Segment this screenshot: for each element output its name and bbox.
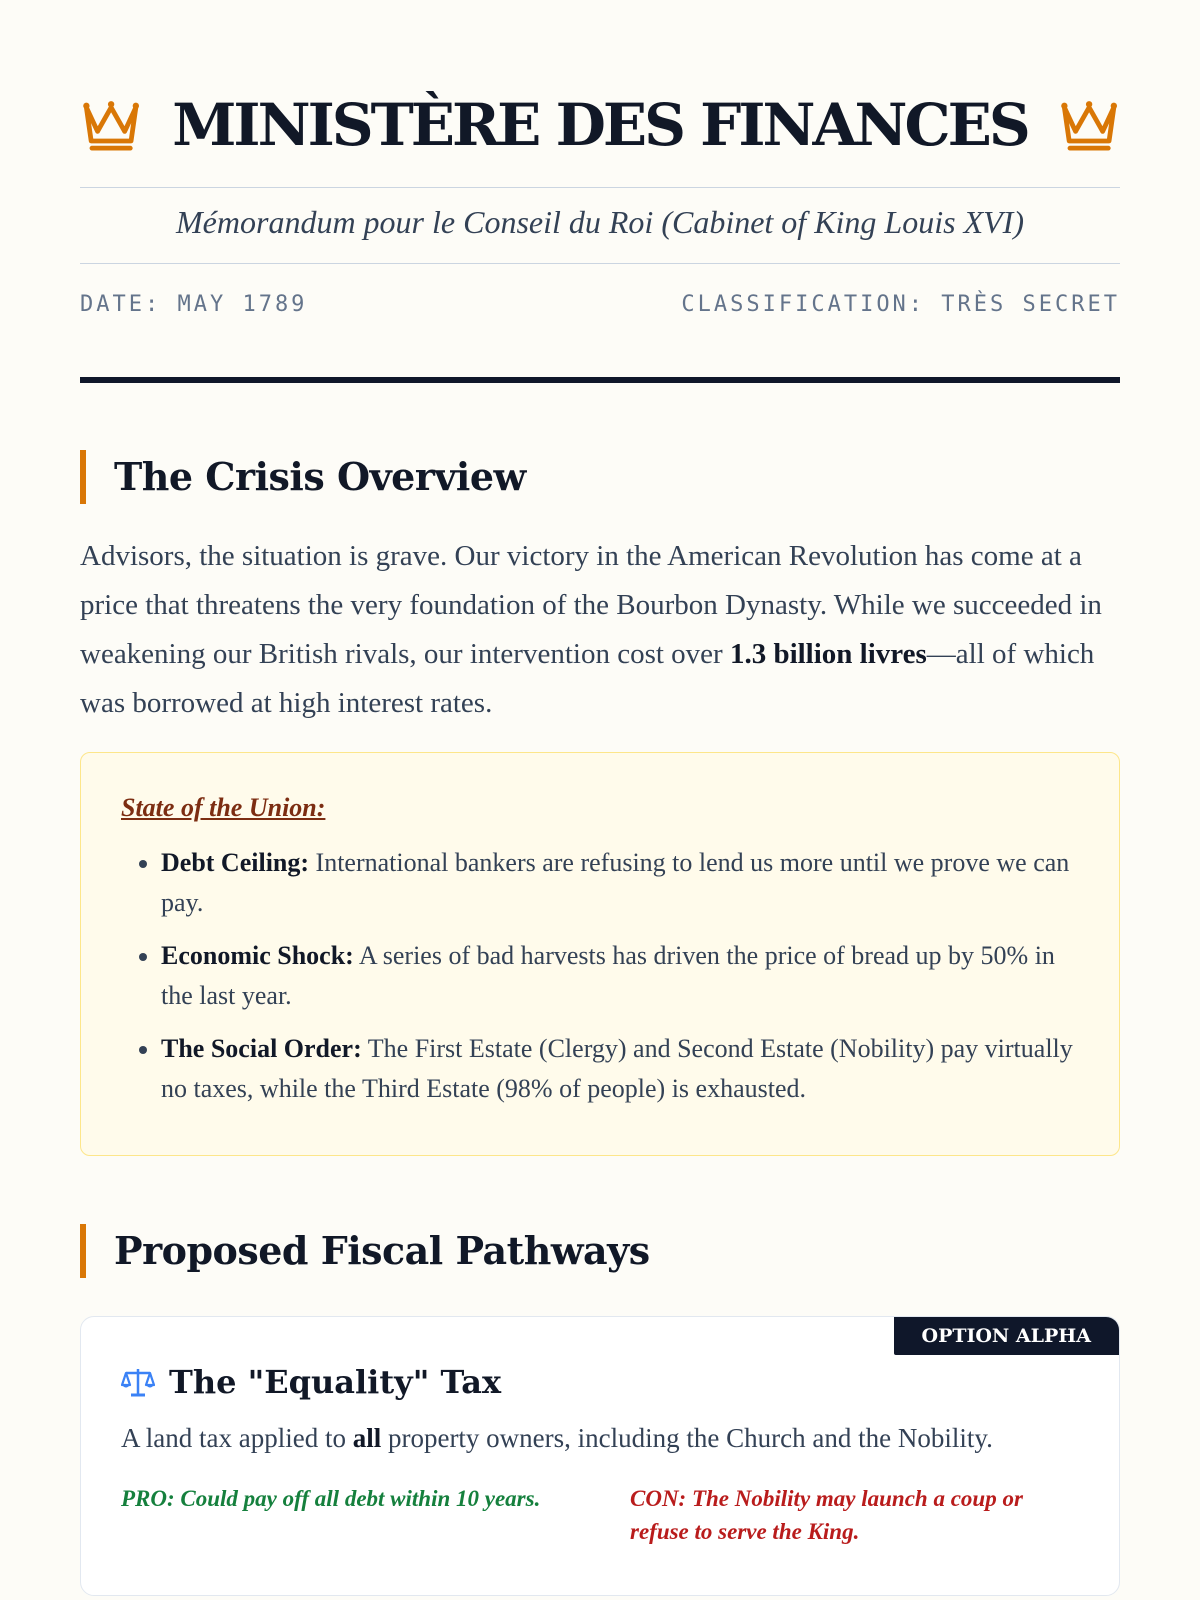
section-heading-pathways: Proposed Fiscal Pathways xyxy=(80,1224,1120,1278)
crown-icon xyxy=(80,89,142,161)
list-item: • Economic Shock: A series of bad harvests has driven the price of bread up by 50% in the last year. xyxy=(161,936,1079,1016)
divider xyxy=(80,263,1120,264)
option-title: The "Equality" Tax xyxy=(121,1363,1079,1401)
list-item: • The Social Order: The First Estate (Clergy) and Second Estate (Nobility) pay virtually no taxes, while the Third Estate (98% of people) is exhausted. xyxy=(161,1029,1079,1109)
section-heading-crisis: The Crisis Overview xyxy=(80,450,1120,504)
memo-subtitle: Mémorandum pour le Conseil du Roi (Cabinet of King Louis XVI) xyxy=(176,204,1024,240)
option-pro: PRO: Could pay off all debt within 10 years. xyxy=(121,1486,541,1511)
option-card-alpha xyxy=(80,1316,1120,1596)
header-rule xyxy=(80,377,1120,383)
ministry-title: MINISTÈRE DES FINANCES xyxy=(172,91,1028,159)
balance-scale-icon xyxy=(121,1365,155,1399)
option-con: CON: The Nobility may launch a coup or refuse to serve the King. xyxy=(630,1486,1023,1544)
memo-classification: CLASSIFICATION: TRÈS SECRET xyxy=(681,292,1120,317)
memo-meta xyxy=(80,292,1120,317)
option-badge: OPTION ALPHA xyxy=(894,1317,1119,1355)
list-item: • Debt Ceiling: International bankers are refusing to lend us more until we prove we can pay. xyxy=(161,843,1079,923)
debt-figure: 1.3 billion livres xyxy=(729,638,927,670)
masthead xyxy=(80,80,1120,170)
state-of-union-callout xyxy=(80,752,1120,1156)
option-description: A land tax applied to all property owners, including the Church and the Nobility. xyxy=(121,1423,993,1453)
crown-icon xyxy=(1058,89,1120,161)
crisis-list xyxy=(121,843,1079,1109)
callout-title: State of the Union: xyxy=(121,793,326,822)
divider xyxy=(80,187,1120,188)
memo-date: DATE: MAY 1789 xyxy=(80,292,308,317)
pros-cons xyxy=(121,1482,1079,1548)
crisis-intro: Advisors, the situation is grave. Our victory in the American Revolution has come at a price that threatens the very foundation of the Bourbon Dynasty. While we succeeded in weakening our British rivals, our intervention cost over 1.3 billion livres—all of which was borrowed at high interest rates. xyxy=(80,540,1102,719)
